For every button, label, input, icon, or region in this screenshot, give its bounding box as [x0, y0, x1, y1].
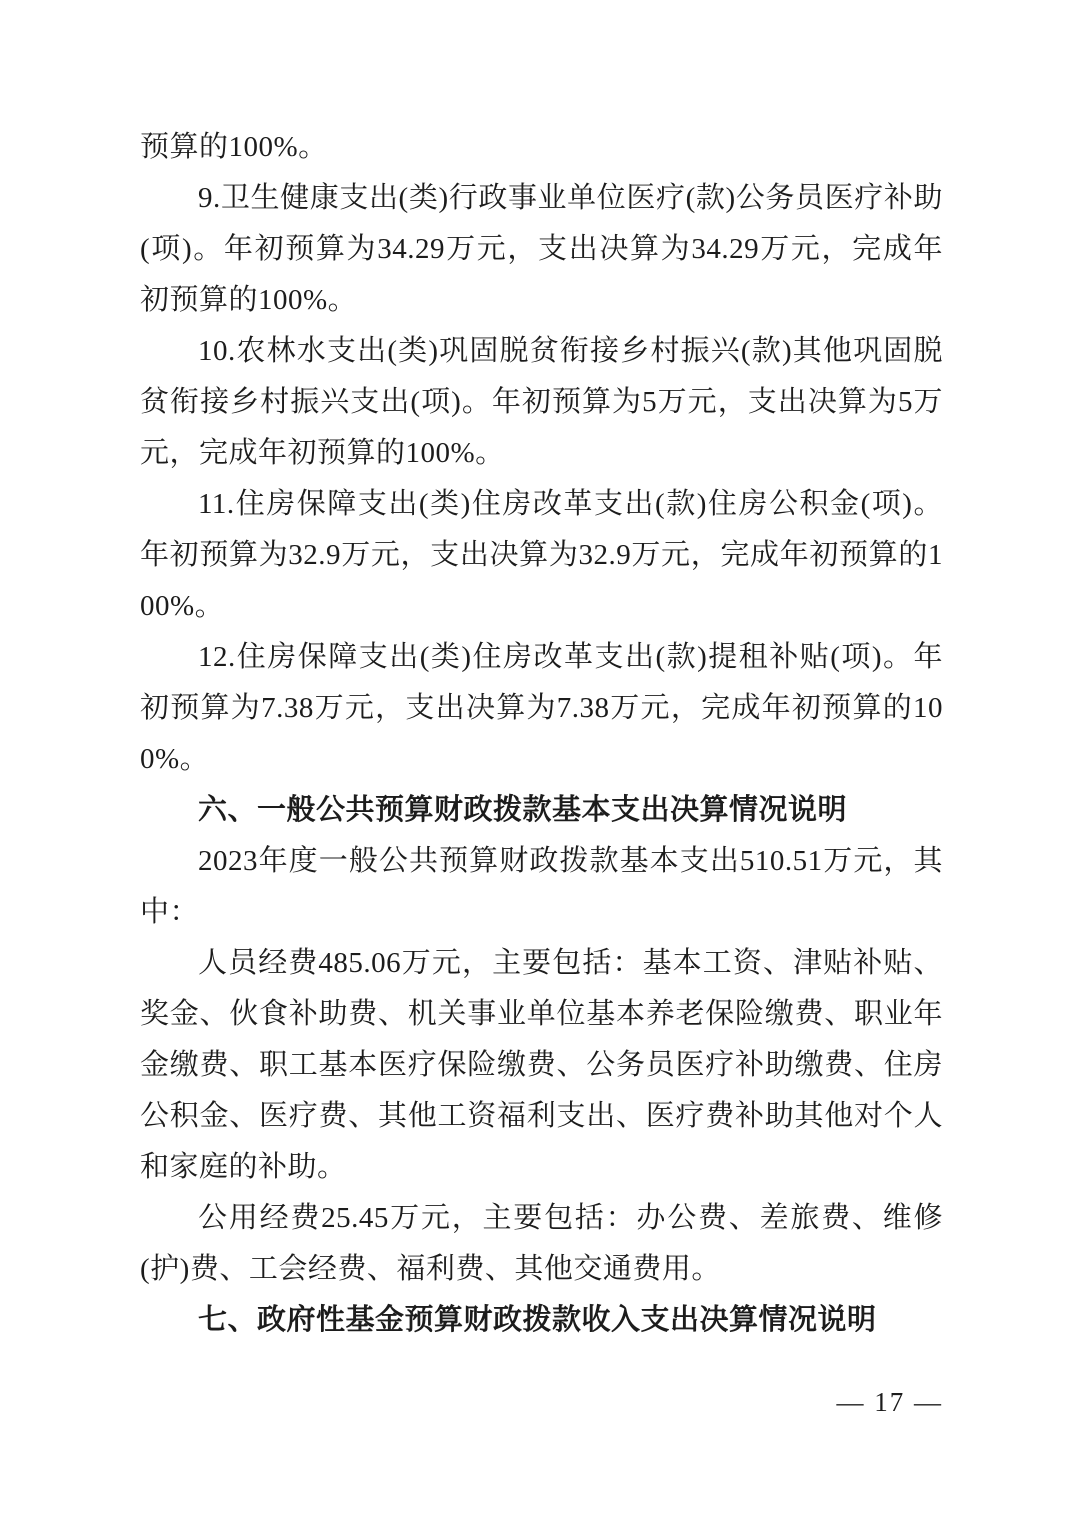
section-heading-7-government-fund: 七、政府性基金预算财政拨款收入支出决算情况说明 [198, 1304, 877, 1336]
paragraph-item-9-health-expense: 9.卫生健康支出(类)行政事业单位医疗(款)公务员医疗补助(项)。年初预算为34.29万元，支出决算为34.29万元，完成年初预算的100%。 [140, 182, 943, 316]
paragraph-continuation-item-8: 预算的100%。 [140, 131, 328, 163]
page-number: — 17 — [836, 1387, 943, 1417]
paragraph-item-11-housing-fund: 11.住房保障支出(类)住房改革支出(款)住房公积金(项)。年初预算为32.9万元，支出决算为32.9万元，完成年初预算的100%。 [140, 488, 943, 622]
paragraph-item-10-agriculture-expense: 10.农林水支出(类)巩固脱贫衔接乡村振兴(款)其他巩固脱贫衔接乡村振兴支出(项)。年初预算为5万元，支出决算为5万元，完成年初预算的100%。 [140, 335, 943, 469]
paragraph-personnel-expense: 人员经费485.06万元，主要包括：基本工资、津贴补贴、奖金、伙食补助费、机关事业单位基本养老保险缴费、职业年金缴费、职工基本医疗保险缴费、公务员医疗补助缴费、住房公积金、医疗费、其他工资福利支出、医疗费补助其他对个人和家庭的补助。 [140, 947, 943, 1183]
paragraph-public-expense: 公用经费25.45万元，主要包括：办公费、差旅费、维修(护)费、工会经费、福利费、其他交通费用。 [140, 1202, 943, 1285]
section-heading-6-basic-expense: 六、一般公共预算财政拨款基本支出决算情况说明 [198, 794, 848, 826]
paragraph-item-12-rent-subsidy: 12.住房保障支出(类)住房改革支出(款)提租补贴(项)。年初预算为7.38万元，支出决算为7.38万元，完成年初预算的100%。 [140, 641, 943, 775]
paragraph-basic-expense-total: 2023年度一般公共预算财政拨款基本支出510.51万元，其中： [140, 845, 943, 928]
document-body [140, 122, 943, 1346]
